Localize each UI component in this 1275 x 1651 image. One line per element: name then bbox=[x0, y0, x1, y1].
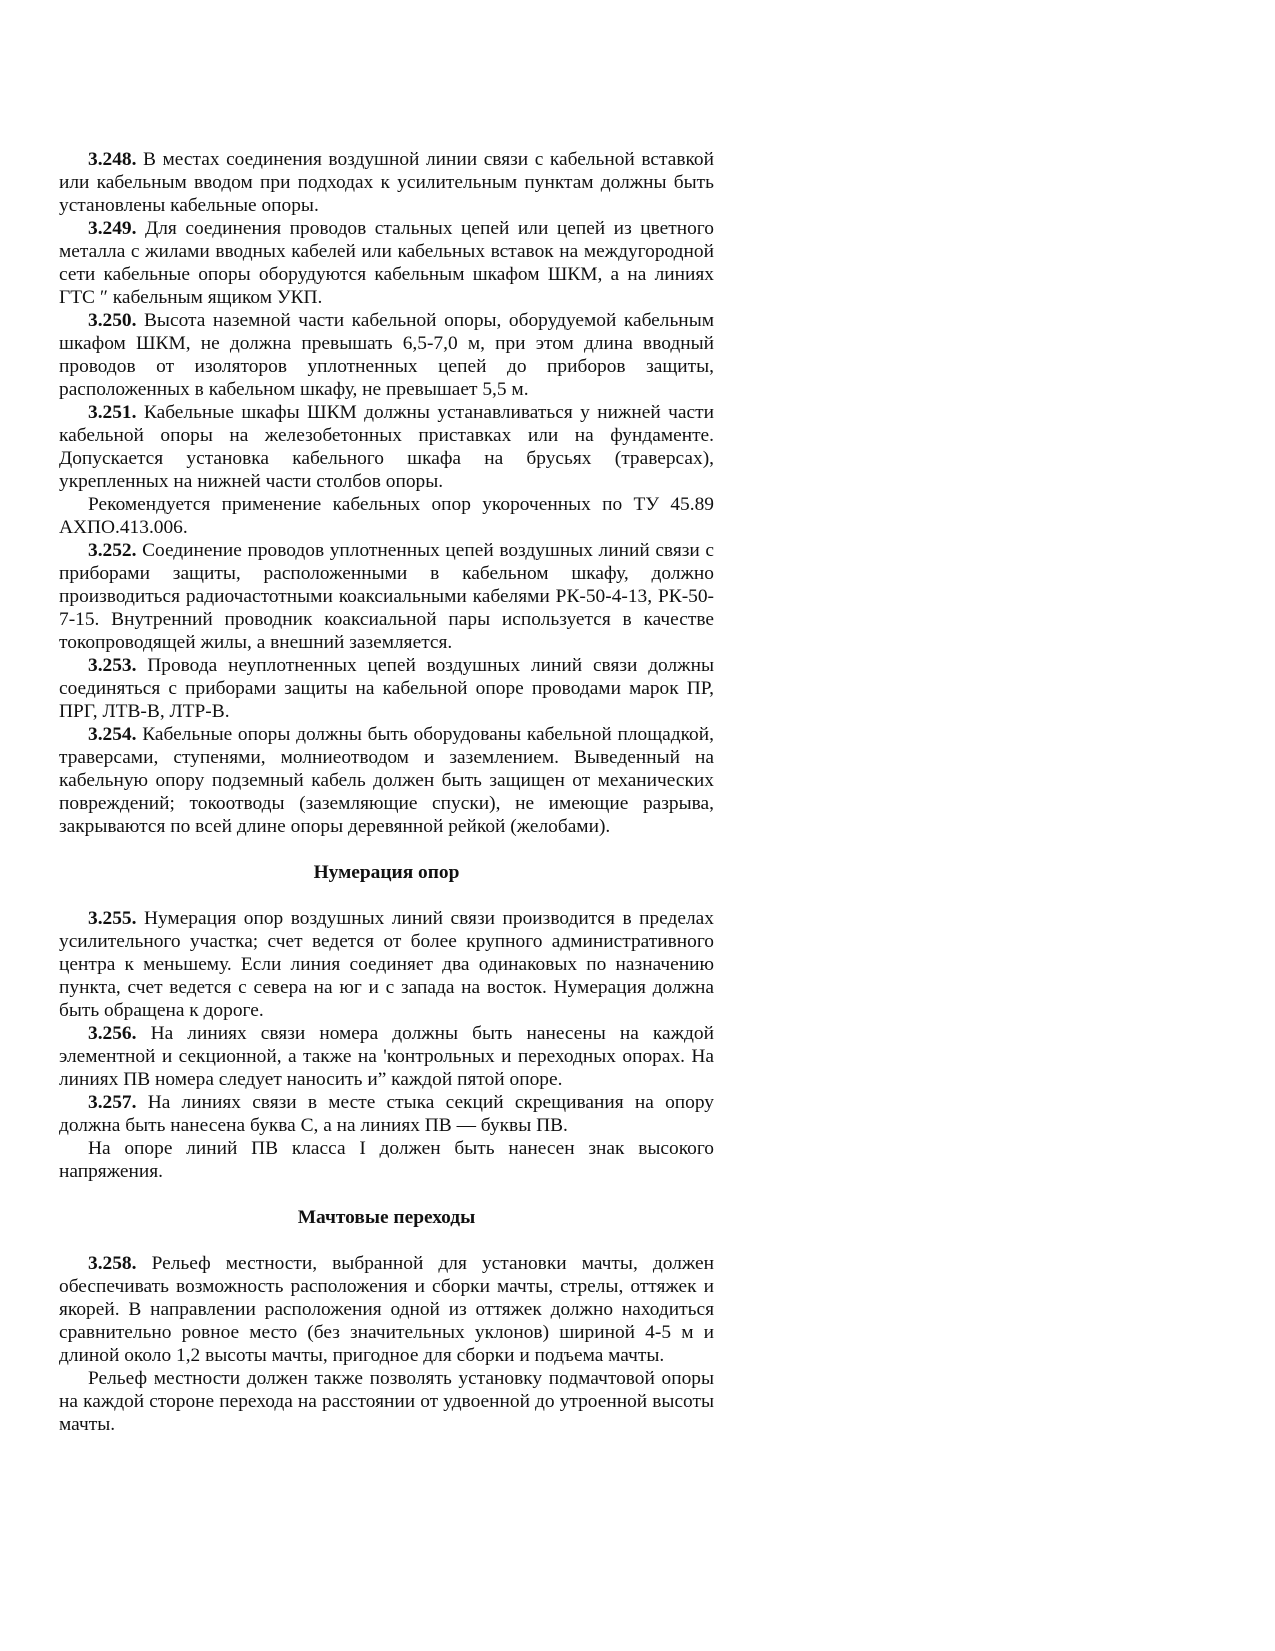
clause-number: 3.258. bbox=[88, 1253, 137, 1274]
document-page bbox=[59, 148, 714, 1436]
clause-text: Высота наземной части кабельной опоры, оборудуемой кабельным шкафом ШКМ, не должна превышать 6,5-7,0 м, при этом длина вводный проводов от изоляторов уплотненных цепей до приборов защиты, расположенных в кабельном шкафу, не превышает 5,5 м. bbox=[59, 310, 714, 400]
clause-number: 3.249. bbox=[88, 218, 137, 239]
clause-text: Рельеф местности должен также позволять установку подмачтовой опоры на каждой стороне перехода на расстоянии от удвоенной до утроенной высоты мачты. bbox=[59, 1368, 714, 1435]
paragraph-terrain-support bbox=[59, 1367, 714, 1436]
section-heading-mast-crossings: Мачтовые переходы bbox=[297, 1207, 476, 1228]
clause-text: Соединение проводов уплотненных цепей воздушных линий связи с приборами защиты, расположенными в кабельном шкафу, должно производиться радиочастотными коаксиальными кабелями РК-50-4-13, РК-50-7-15. Внутренний проводник коаксиальной пары используется в качестве токопроводящей жилы, а внешний заземляется. bbox=[59, 540, 714, 653]
clause-number: 3.254. bbox=[88, 724, 137, 745]
clause-text: Рекомендуется применение кабельных опор укороченных по ТУ 45.89 АХПО.413.006. bbox=[59, 494, 714, 538]
clause-text: Нумерация опор воздушных линий связи производится в пределах усилительного участка; счет ведется от более крупного административного центра к меньшему. Если линия соединяет два одинаковых по назначению пункта, счет ведется с севера на юг и с запада на восток. Нумерация должна быть обращена к дороге. bbox=[59, 908, 714, 1021]
section-heading-pole-numbering: Нумерация опор bbox=[313, 862, 460, 883]
clause-text: На линиях связи в месте стыка секций скрещивания на опору должна быть нанесена буква С, а на линиях ПВ — буквы ПВ. bbox=[59, 1092, 714, 1136]
paragraph-3-248 bbox=[59, 148, 714, 217]
paragraph-3-256 bbox=[59, 1022, 714, 1091]
clause-text: Провода неуплотненных цепей воздушных линий связи должны соединяться с приборами защиты на кабельной опоре проводами марок ПР, ПРГ, ЛТВ-В, ЛТР-В. bbox=[59, 655, 714, 722]
paragraph-3-252 bbox=[59, 539, 714, 654]
paragraph-3-257 bbox=[59, 1091, 714, 1137]
clause-text: На опоре линий ПВ класса I должен быть нанесен знак высокого напряжения. bbox=[59, 1138, 714, 1182]
clause-text: В местах соединения воздушной линии связи с кабельной вставкой или кабельным вводом при подходах к усилительным пунктам должны быть установлены кабельные опоры. bbox=[59, 149, 714, 216]
clause-text: Рельеф местности, выбранной для установки мачты, должен обеспечивать возможность расположения и сборки мачты, стрелы, оттяжек и якорей. В направлении расположения одной из оттяжек должно находиться сравнительно ровное место (без значительных уклонов) шириной 4-5 м и длиной около 1,2 высоты мачты, пригодное для сборки и подъема мачты. bbox=[59, 1253, 714, 1366]
clause-number: 3.248. bbox=[88, 149, 137, 170]
clause-text: Кабельные шкафы ШКМ должны устанавливаться у нижней части кабельной опоры на железобетонных приставках или на фундаменте. Допускается установка кабельного шкафа на брусьях (траверсах), укрепленных на нижней части столбов опоры. bbox=[59, 402, 714, 492]
clause-number: 3.256. bbox=[88, 1023, 137, 1044]
paragraph-high-voltage-sign bbox=[59, 1137, 714, 1183]
clause-number: 3.251. bbox=[88, 402, 137, 423]
clause-text: На линиях связи номера должны быть нанесены на каждой элементной и секционной, а также на 'контрольных и переходных опорах. На линиях ПВ номера следует наносить и” каждой пятой опоре. bbox=[59, 1023, 714, 1090]
paragraph-3-255 bbox=[59, 907, 714, 1022]
paragraph-3-249 bbox=[59, 217, 714, 309]
paragraph-3-254 bbox=[59, 723, 714, 838]
clause-number: 3.250. bbox=[88, 310, 137, 331]
clause-number: 3.255. bbox=[88, 908, 137, 929]
paragraph-recommendation bbox=[59, 493, 714, 539]
clause-text: Кабельные опоры должны быть оборудованы кабельной площадкой, траверсами, ступенями, молниеотводом и заземлением. Выведенный на кабельную опору подземный кабель должен быть защищен от механических повреждений; токоотводы (заземляющие спуски), не имеющие разрыва, закрываются по всей длине опоры деревянной рейкой (желобами). bbox=[59, 724, 714, 837]
clause-number: 3.253. bbox=[88, 655, 137, 676]
paragraph-3-250 bbox=[59, 309, 714, 401]
clause-number: 3.257. bbox=[88, 1092, 137, 1113]
paragraph-3-253 bbox=[59, 654, 714, 723]
clause-number: 3.252. bbox=[88, 540, 137, 561]
clause-text: Для соединения проводов стальных цепей или цепей из цветного металла с жилами вводных кабелей или кабельных вставок на междугородной сети кабельные опоры оборудуются кабельным шкафом ШКМ, а на линиях ГТС ″ кабельным ящиком УКП. bbox=[59, 218, 714, 308]
paragraph-3-251 bbox=[59, 401, 714, 493]
paragraph-3-258 bbox=[59, 1252, 714, 1367]
